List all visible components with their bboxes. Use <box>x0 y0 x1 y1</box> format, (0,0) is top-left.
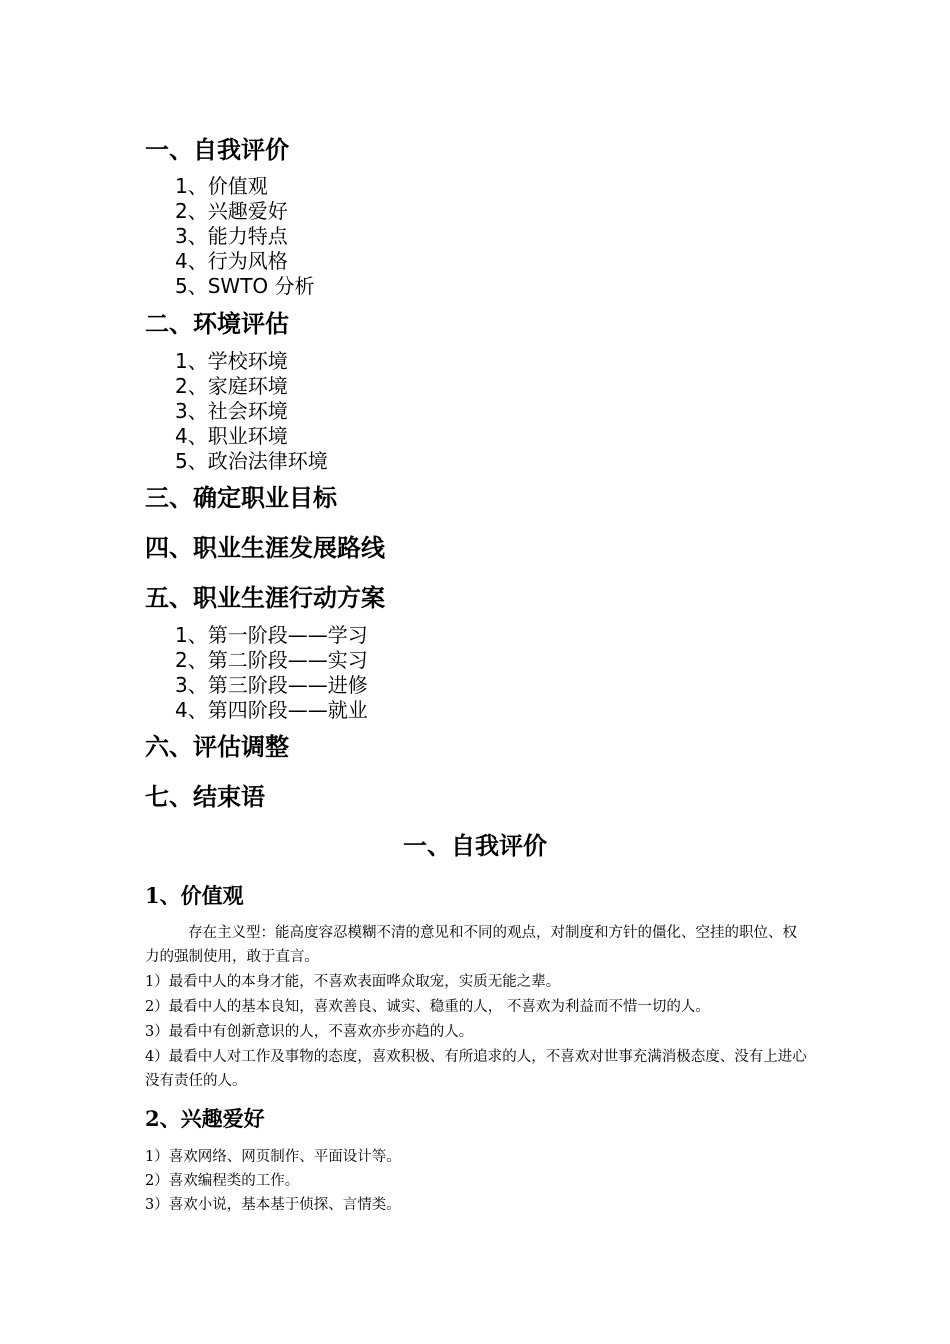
hobbies-point-2: 2）喜欢编程类的工作。 <box>145 1173 300 1189</box>
values-point-4: 4）最看中人对工作及事物的态度，喜欢积极、有所追求的人，不喜欢对世事充满消极态度、没有上进心没有责任的人。 <box>145 1049 807 1089</box>
toc-item-swot-analysis: 5、SWTO 分析 <box>175 274 315 298</box>
hobbies-point-1: 1）喜欢网络、网页制作、平面设计等。 <box>145 1149 401 1165</box>
toc-item-stage-2: 2、第二阶段——实习 <box>175 648 368 672</box>
toc-item-values: 1、价值观 <box>175 174 268 198</box>
section-heading-hobbies: 2、兴趣爱好 <box>145 1106 265 1131</box>
toc-heading-career-goal: 三、确定职业目标 <box>145 484 337 512</box>
toc-heading-evaluation: 六、评估调整 <box>145 733 289 761</box>
values-point-2: 2）最看中人的基本良知，喜欢善良、诚实、稳重的人， 不喜欢为利益而不惜一切的人。 <box>145 999 710 1015</box>
hobbies-point-3: 3）喜欢小说，基本基于侦探、言情类。 <box>145 1197 401 1213</box>
toc-heading-conclusion: 七、结束语 <box>145 783 265 811</box>
toc-heading-career-route: 四、职业生涯发展路线 <box>145 534 385 562</box>
values-point-3: 3）最看中有创新意识的人，不喜欢亦步亦趋的人。 <box>145 1024 474 1040</box>
toc-item-stage-4: 4、第四阶段——就业 <box>175 698 368 722</box>
toc-item-school-env: 1、学校环境 <box>175 349 288 373</box>
section-heading-values: 1、价值观 <box>145 883 244 908</box>
toc-heading-action-plan: 五、职业生涯行动方案 <box>145 584 385 612</box>
toc-item-social-env: 3、社会环境 <box>175 399 288 423</box>
toc-heading-self-evaluation: 一、自我评价 <box>145 136 289 164</box>
toc-heading-environment: 二、环境评估 <box>145 310 289 338</box>
toc-item-behavior-style: 4、行为风格 <box>175 249 288 273</box>
toc-item-abilities: 3、能力特点 <box>175 224 288 248</box>
values-point-1: 1）最看中人的本身才能，不喜欢表面哗众取宠，实质无能之辈。 <box>145 974 561 990</box>
values-intro-paragraph: 存在主义型：能高度容忍模糊不清的意见和不同的观点，对制度和方针的僵化、空挂的职位、权力的强制使用，敢于直言。 <box>145 925 797 965</box>
toc-item-stage-1: 1、第一阶段——学习 <box>175 623 368 647</box>
toc-item-family-env: 2、家庭环境 <box>175 374 288 398</box>
toc-item-legal-env: 5、政治法律环境 <box>175 449 328 473</box>
toc-item-stage-3: 3、第三阶段——进修 <box>175 673 368 697</box>
chapter-title: 一、自我评价 <box>403 831 547 860</box>
toc-item-hobbies: 2、兴趣爱好 <box>175 199 288 223</box>
toc-item-career-env: 4、职业环境 <box>175 424 288 448</box>
